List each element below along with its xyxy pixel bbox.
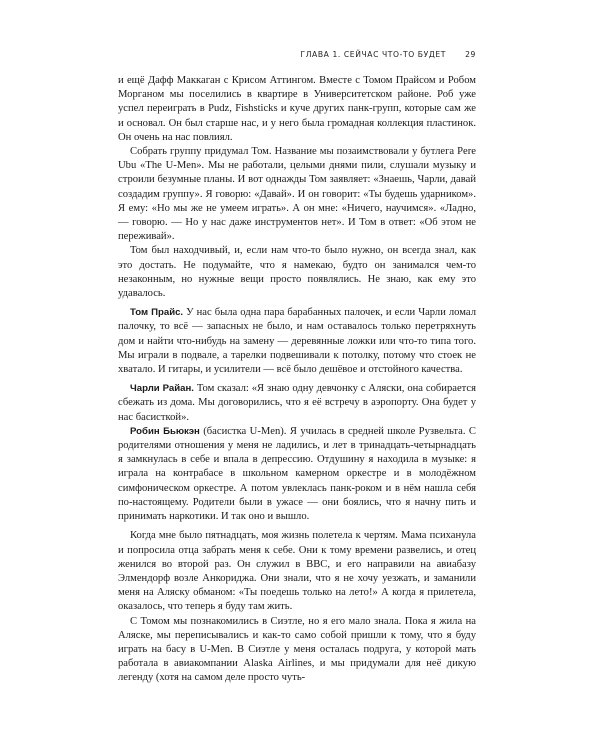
paragraph-6-text: (басистка U-Men). Я училась в средней школе Рузвельта. С родителями отношения у меня не ладились, и лет в тринадцать-четырнадцать я замкнулась в себе и впала в депрессию. Отдушину я находила в музыке: я играла на контрабасе в школьном камерном оркестре и в молодёжном симфоническом оркестре. А потом увлеклась панк-роком и в нём нашла себя по-настоящему. Родители были в ужасе — они боялись, что я начну пить и принимать наркотики. И так оно и вышло. xyxy=(118,425,477,523)
chapter-title: ГЛАВА 1. СЕЙЧАС ЧТО-ТО БУДЕТ xyxy=(300,50,446,59)
running-header xyxy=(118,50,476,66)
speaker-tom-price: Том Прайс. xyxy=(130,307,184,319)
page-number: 29 xyxy=(465,50,476,59)
paragraph-7: Когда мне было пятнадцать, моя жизнь полетела к чертям. Мама психанула и попросила отца забрать меня к себе. Они к тому времени развелись, и отец женился во второй раз. Он служил в ВВС, и его направили на авиабазу Элмендорф возле Анкориджа. Они знали, что я не хочу уезжать, и заманили меня на Аляску обманом: «Ты поедешь только на лето!» А когда я прилетела, оказалось, что теперь я буду там жить. xyxy=(118,530,476,613)
paragraph-5 xyxy=(118,382,476,425)
paragraph-2: Собрать группу придумал Том. Название мы позаимствовали у бутлега Pere Ubu «The U-Men». Мы не работали, целыми днями пили, слушали музыку и строили безумные планы. И вот однажды Том заявляет: «Знаешь, Чарли, давай создадим группу». Я говорю: «Давай». И он говорит: «Ты будешь ударником». Я ему: «Но мы же не умеем играть». А он мне: «Ничего, научимся». «Ладно, — говорю. — Но у нас даже инструментов нет». И Том в ответ: «Об этом не переживай». xyxy=(118,146,476,243)
speaker-robin-buchan: Робин Бьюкэн xyxy=(130,425,200,437)
paragraph-5-text: Том сказал: «Я знаю одну девчонку с Аляски, она собирается сбежать из дома. Мы договорились, что я её встречу в аэропорту. Она будет у нас басисткой». xyxy=(118,383,476,423)
paragraph-6 xyxy=(118,425,476,524)
paragraph-4 xyxy=(118,306,476,377)
speaker-charlie-ryan: Чарли Райан. xyxy=(130,383,194,395)
body-text xyxy=(118,74,476,686)
paragraph-1: и ещё Дафф Маккаган с Крисом Аттингом. Вместе с Томом Прайсом и Робом Морганом мы поселились в квартире в Университетском районе. Роб уже успел переиграть в Pudz, Fishsticks и куче других панк-групп, которые сам же и основал. Он был старше нас, и у него была громадная коллекция пластинок. Он очень на нас повлиял. xyxy=(118,75,476,143)
paragraph-3: Том был находчивый, и, если нам что-то было нужно, он всегда знал, как это достать. Не подумайте, что я намекаю, будто он занимался чем-то незаконным, но нужные вещи просто появлялись. Не знаю, как ему это удавалось. xyxy=(118,245,476,300)
paragraph-8: С Томом мы познакомились в Сиэтле, но я его мало знала. Пока я жила на Аляске, мы переписывались и как-то само собой пришли к тому, что я буду играть на басу в U-Men. В Сиэтле у меня осталась подруга, у которой мать работала в авиакомпании Alaska Airlines, и мы придумали для неё дикую легенду (хотя на самом деле просто чуть- xyxy=(118,615,476,684)
paragraph-4-text: У нас была одна пара барабанных палочек, и если Чарли ломал палочку, то всё — запасных не было, и нам оставалось только перетряхнуть дом и найти что-нибудь на замену — деревянные ложки или что-то типа того. Мы играли в подвале, а тарелки подвешивали к потолку, потому что стоек не хватало. И гитары, и усилители — всё было дешёвое и отстойного качества. xyxy=(118,307,476,376)
